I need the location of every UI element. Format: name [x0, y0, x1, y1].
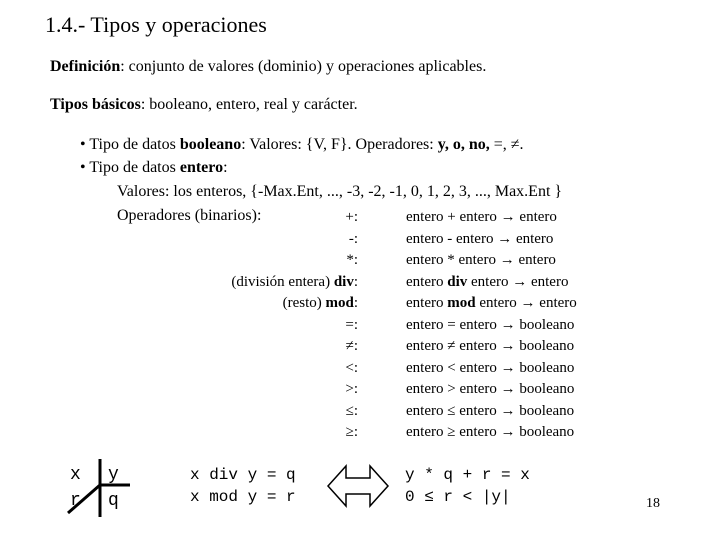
operator-mod-desc-keyword: mod	[447, 295, 476, 311]
operator-equal: =:	[345, 317, 358, 333]
operator-greater: >:	[345, 381, 358, 397]
operator-mod	[283, 295, 358, 312]
formula-div: x div y = q	[190, 466, 296, 484]
operator-plus: +:	[345, 209, 358, 225]
operator-not-equal: ≠:	[345, 338, 358, 354]
operator-times: *:	[346, 252, 358, 268]
basic-types-line	[50, 96, 358, 114]
operator-greater-equal-desc: entero ≥ entero → booleano	[406, 424, 575, 440]
bullet-integer-type: entero	[179, 159, 224, 176]
integer-values: Valores: los enteros, {-Max.Ent, ..., -3, -2, -1, 0, 1, 2, 3, ..., Max.Ent }	[117, 183, 563, 200]
operator-div-desc-suffix: entero → entero	[467, 274, 569, 290]
property-line-1: y * q + r = x	[405, 466, 530, 484]
definition-line	[50, 58, 486, 76]
operator-less: <:	[345, 360, 358, 376]
operators-label: Operadores (binarios):	[117, 207, 262, 224]
operator-less-desc: entero < entero → booleano	[406, 360, 575, 376]
operator-mod-keyword: mod	[325, 295, 354, 311]
operator-mod-desc-suffix: entero → entero	[475, 295, 577, 311]
operator-div-desc	[406, 274, 568, 291]
bullet-boolean	[80, 136, 524, 154]
definition-label: Definición	[50, 58, 121, 75]
diagram-y: y	[108, 465, 119, 485]
operator-less-equal: ≤:	[345, 403, 358, 419]
operator-div-prefix: (división entera)	[231, 274, 334, 290]
bullet-boolean-tail: =, ≠.	[489, 136, 524, 153]
basic-types-text: : booleano, entero, real y carácter.	[140, 96, 358, 113]
operator-greater-desc: entero > entero → booleano	[406, 381, 575, 397]
bullet-boolean-middle: : Valores: {V, F}. Operadores:	[241, 136, 438, 153]
bullet-integer-prefix: • Tipo de datos	[80, 159, 180, 176]
operator-times-desc: entero * entero → entero	[406, 252, 556, 268]
basic-types-label: Tipos básicos	[50, 96, 141, 113]
formula-mod: x mod y = r	[190, 488, 296, 506]
operator-mod-prefix: (resto)	[282, 295, 326, 311]
operator-mod-desc-prefix: entero	[406, 295, 448, 311]
operator-mod-desc	[406, 295, 577, 312]
operator-minus: -:	[348, 231, 358, 247]
diagram-q: q	[108, 491, 119, 511]
diagram-r: r	[70, 491, 81, 511]
property-line-2: 0 ≤ r < |y|	[405, 488, 511, 506]
operator-mod-suffix: :	[353, 295, 358, 311]
page-title: 1.4.- Tipos y operaciones	[45, 12, 267, 37]
bullet-integer-tail: :	[223, 159, 228, 176]
bullet-integer	[80, 159, 228, 177]
operator-not-equal-desc: entero ≠ entero → booleano	[406, 338, 575, 354]
operator-less-equal-desc: entero ≤ entero → booleano	[406, 403, 575, 419]
operator-div-desc-keyword: div	[447, 274, 468, 290]
operator-div-suffix: :	[353, 274, 358, 290]
operator-greater-equal: ≥:	[345, 424, 358, 440]
operator-equal-desc: entero = entero → booleano	[406, 317, 575, 333]
operator-div	[231, 274, 358, 291]
operator-minus-desc: entero - entero → entero	[406, 231, 554, 247]
bullet-boolean-prefix: • Tipo de datos	[80, 136, 180, 153]
diagram-x: x	[70, 465, 81, 485]
page-number: 18	[646, 496, 660, 511]
operator-div-keyword: div	[333, 274, 354, 290]
bullet-boolean-type: booleano	[179, 136, 242, 153]
operator-plus-desc: entero + entero → entero	[406, 209, 557, 225]
definition-text: : conjunto de valores (dominio) y operaciones aplicables.	[120, 58, 487, 75]
double-arrow-icon	[326, 462, 390, 510]
long-division-diagram	[60, 455, 140, 525]
operator-div-desc-prefix: entero	[406, 274, 448, 290]
bullet-boolean-ops: y, o, no,	[437, 136, 490, 153]
